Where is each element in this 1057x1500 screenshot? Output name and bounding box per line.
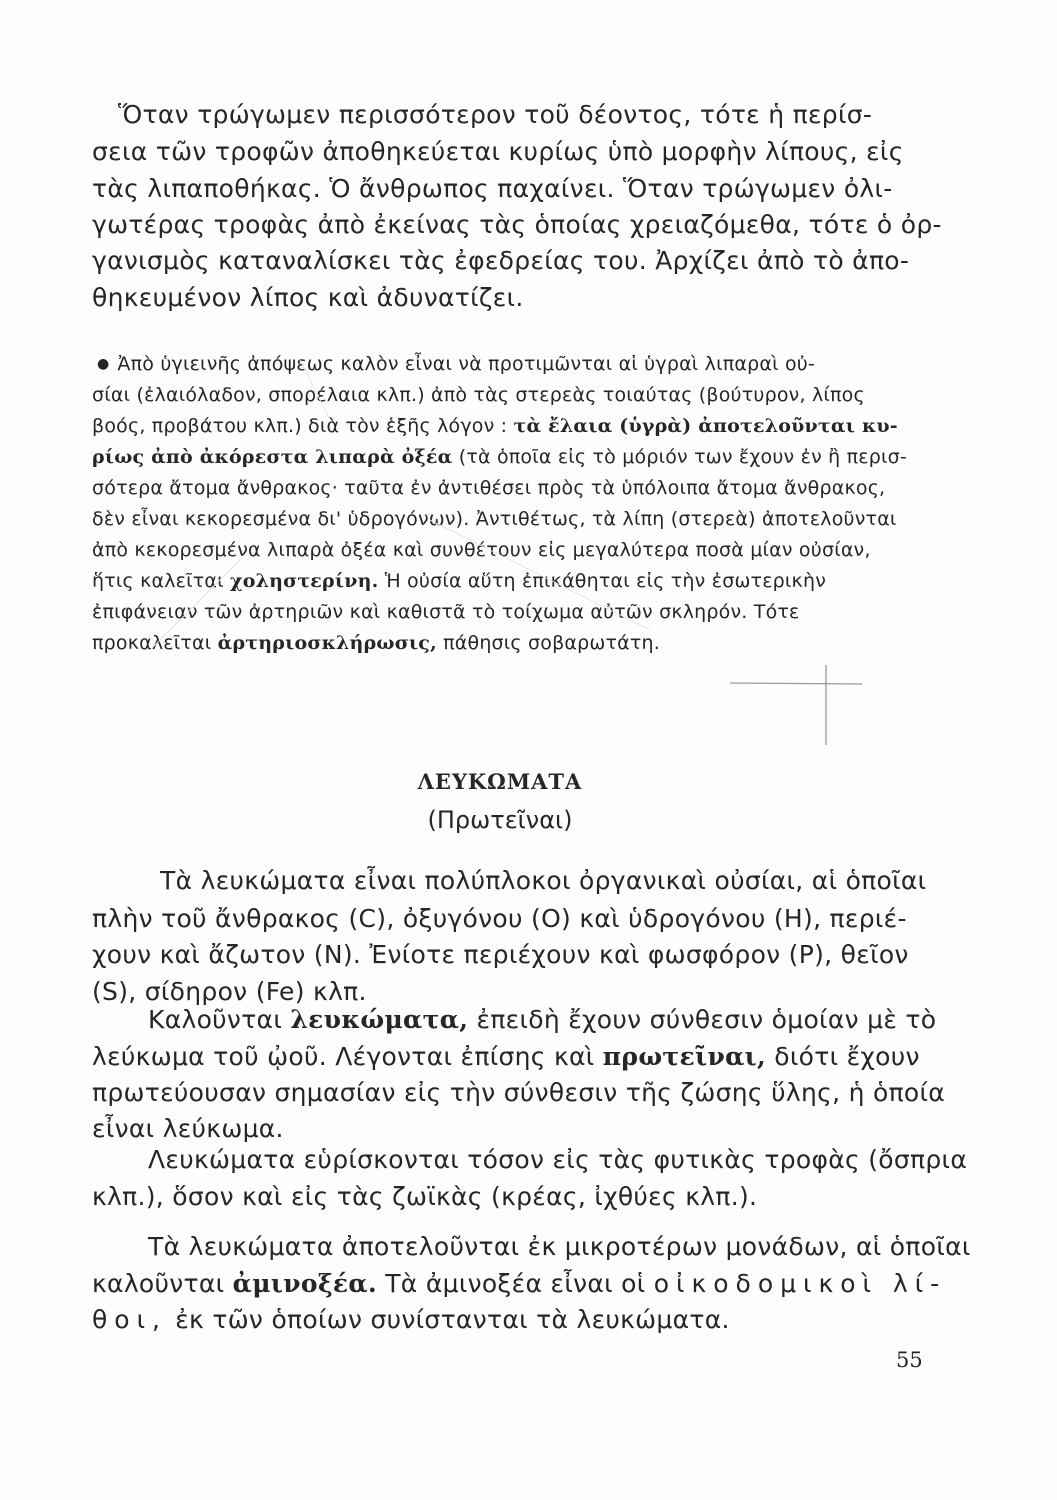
paragraph-2-line-1: Τὰ λευκώματα εἶναι πολύπλοκοι ὀργανικαὶ οὐσίαι, αἱ ὁποῖαι xyxy=(160,866,927,895)
paragraph-1-line-4: γωτέρας τροφὰς ἀπὸ ἐκείνας τὰς ὁποίας χρειαζόμεθα, τότε ὁ ὀρ- xyxy=(92,210,942,239)
note-line-7: ἀπὸ κεκορεσμένα λιπαρὰ ὀξέα καὶ συνθέτουν εἰς μεγαλύτερα ποσὰ μίαν οὐσίαν, xyxy=(92,539,871,561)
paragraph-text: ἐκ τῶν ὁποίων συνίστανται τὰ λευκώματα. xyxy=(167,1305,730,1334)
note-text: βοός, προβάτου κλπ.) διὰ τὸν ἑξῆς λόγον : xyxy=(92,415,514,437)
note-text: (τὰ ὁποῖα εἰς τὸ μόριόν των ἔχουν ἐν ἢ περισ- xyxy=(452,446,907,468)
note-line-9: ἐπιφάνειαν τῶν ἀρτηριῶν καὶ καθιστᾶ τὸ τοίχωμα αὐτῶν σκληρόν. Τότε xyxy=(92,601,800,623)
pencil-horizontal-mark xyxy=(730,683,862,684)
paragraph-text: καλοῦνται xyxy=(92,1269,233,1298)
paragraph-3-line-2 xyxy=(92,1042,920,1071)
paragraph-text: διότι ἔχουν xyxy=(766,1042,920,1071)
paragraph-1-line-1: Ὅταν τρώγωμεν περισσότερον τοῦ δέοντος, τότε ἡ περίσ- xyxy=(118,100,873,129)
paragraph-4-line-1: Λευκώματα εὑρίσκονται τόσον εἰς τὰς φυτικὰς τροφὰς (ὄσπρια xyxy=(148,1145,968,1174)
paragraph-text: λεύκωμα τοῦ ᾠοῦ. Λέγονται ἐπίσης καὶ xyxy=(92,1042,603,1071)
spaced-term: θοι, xyxy=(92,1305,167,1334)
section-title: ΛΕΥΚΩΜΑΤΑ xyxy=(417,769,583,794)
note-emphasis: χοληστερίνη. xyxy=(230,570,379,592)
note-line-6: δὲν εἶναι κεκορεσμένα δι' ὑδρογόνων). Ἀντιθέτως, τὰ λίπη (στερεὰ) ἀποτελοῦνται xyxy=(92,508,897,530)
paragraph-3-line-1 xyxy=(148,1005,936,1034)
paragraph-2-line-4: (S), σίδηρον (Fe) κλπ. xyxy=(92,977,367,1006)
paragraph-2-line-3: χουν καὶ ἄζωτον (N). Ἐνίοτε περιέχουν καὶ φωσφόρον (P), θεῖον xyxy=(92,940,909,969)
note-text: ἥτις καλεῖται xyxy=(92,570,230,592)
note-text: προκαλεῖται xyxy=(92,632,218,654)
note-line-2: σίαι (ἐλαιόλαδον, σπορέλαια κλπ.) ἀπὸ τὰς στερεὰς τοιαύτας (βούτυρον, λίπος xyxy=(92,384,865,406)
note-text: Ἀπὸ ὑγιεινῆς ἀπόψεως καλὸν εἶναι νὰ προτιμῶνται αἱ ὑγραὶ λιπαραὶ οὐ- xyxy=(117,353,816,375)
note-emphasis: ρίως ἀπὸ ἀκόρεστα λιπαρὰ ὀξέα xyxy=(92,446,453,468)
paragraph-5-line-1: Τὰ λευκώματα ἀποτελοῦνται ἐκ μικροτέρων μονάδων, αἱ ὁποῖαι xyxy=(148,1232,971,1261)
paragraph-1-line-6: θηκευμένον λίπος καὶ ἀδυνατίζει. xyxy=(92,283,524,312)
section-subtitle: (Πρωτεῖναι) xyxy=(427,806,573,834)
paragraph-text: Καλοῦνται xyxy=(148,1005,291,1034)
note-line-5: σότερα ἄτομα ἄνθρακος· ταῦτα ἐν ἀντιθέσει πρὸς τὰ ὑπόλοιπα ἄτομα ἄνθρακος, xyxy=(92,477,886,499)
paragraph-emphasis: πρωτεῖναι, xyxy=(602,1042,767,1071)
paragraph-5-line-3 xyxy=(92,1305,730,1334)
page-number: 55 xyxy=(896,1348,923,1372)
paragraph-2-line-2: πλὴν τοῦ ἄνθρακος (C), ὀξυγόνου (O) καὶ ὑδρογόνου (H), περιέ- xyxy=(92,904,907,933)
paragraph-4-line-2: κλπ.), ὅσον καὶ εἰς τὰς ζωϊκὰς (κρέας, ἰχθύες κλπ.). xyxy=(92,1182,758,1211)
spaced-term: οἰκοδομικοὶ λί- xyxy=(653,1269,947,1298)
note-emphasis: ἀρτηριοσκλήρωσις, xyxy=(217,632,437,654)
paragraph-emphasis: ἀμινοξέα. xyxy=(232,1269,377,1298)
pencil-faint-stroke xyxy=(300,360,330,420)
note-text: πάθησις σοβαρωτάτη. xyxy=(436,632,660,654)
paragraph-3-line-3: πρωτεύουσαν σημασίαν εἰς τὴν σύνθεσιν τῆς ζώσης ὕλης, ἡ ὁποία xyxy=(92,1078,946,1107)
paragraph-5-line-2 xyxy=(92,1269,946,1298)
paragraph-1-line-5: γανισμὸς καταναλίσκει τὰς ἐφεδρείας του. Ἀρχίζει ἀπὸ τὸ ἀπο- xyxy=(92,246,910,275)
paragraph-text: ἐπειδὴ ἔχουν σύνθεσιν ὁμοίαν μὲ τὸ xyxy=(468,1005,937,1034)
note-emphasis: τὰ ἔλαια (ὑγρὰ) ἀποτελοῦνται κυ- xyxy=(513,415,898,437)
paragraph-text: Τὰ ἀμινοξέα εἶναι οἱ xyxy=(376,1269,654,1298)
pencil-faint-stroke xyxy=(430,520,650,630)
paragraph-1-line-3: τὰς λιπαποθήκας. Ὁ ἄνθρωπος παχαίνει. Ὅταν τρώγωμεν ὀλι- xyxy=(92,174,893,203)
paragraph-emphasis: λευκώματα, xyxy=(290,1005,469,1034)
note-text: Ἡ οὐσία αὕτη ἐπικάθηται εἰς τὴν ἐσωτερικὴν xyxy=(378,570,827,592)
pencil-faint-stroke xyxy=(150,560,240,650)
paragraph-1-line-2: σεια τῶν τροφῶν ἀποθηκεύεται κυρίως ὑπὸ μορφὴν λίπους, εἰς xyxy=(92,137,904,166)
paragraph-3-line-4: εἶναι λεύκωμα. xyxy=(92,1114,284,1143)
bullet-icon: ● xyxy=(97,356,110,372)
